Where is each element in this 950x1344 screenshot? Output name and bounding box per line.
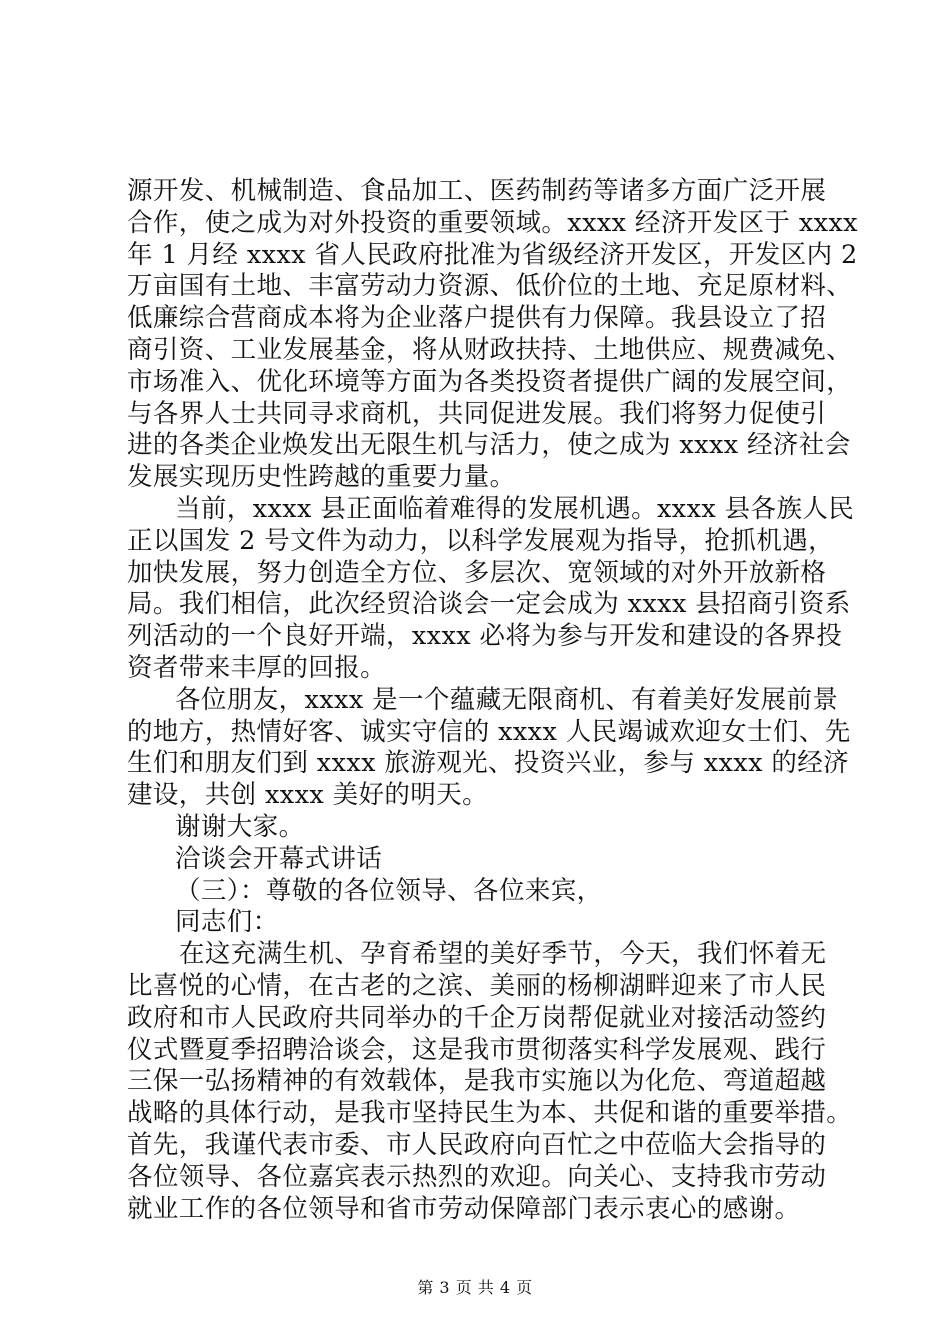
- text-line: 比喜悦的心情，在古老的之滨、美丽的杨柳湖畔迎来了市人民: [127, 970, 827, 1001]
- text-line: 正以国发 2 号文件为动力，以科学发展观为指导，抢抓机遇，: [127, 525, 835, 556]
- paragraph-start-line: 在这充满生机、孕育希望的美好季节，今天，我们怀着无: [179, 939, 827, 970]
- text-line: 年 1 月经 xxxx 省人民政府批准为省级经济开发区，开发区内 2: [127, 239, 858, 270]
- section-title: 洽谈会开幕式讲话: [175, 843, 383, 874]
- text-line: 资者带来丰厚的回报。: [127, 652, 387, 683]
- text-line: 与各界人士共同寻求商机，共同促进发展。我们将努力促使引: [127, 398, 827, 429]
- text-line: 首先，我谨代表市委、市人民政府向百忙之中莅临大会指导的: [127, 1129, 827, 1160]
- salutation-line: 同志们：: [175, 907, 279, 938]
- paragraph-start-line: 当前，xxxx 县正面临着难得的发展机遇。xxxx 县各族人民: [175, 493, 855, 524]
- text-line: 三保一弘扬精神的有效载体，是我市实施以为化危、弯道超越: [127, 1066, 827, 1097]
- text-line: 列活动的一个良好开端，xxxx 必将为参与开发和建设的各界投: [127, 621, 843, 652]
- text-line: 低廉综合营商成本将为企业落户提供有力保障。我县设立了招: [127, 303, 827, 334]
- text-line: 战略的具体行动，是我市坚持民生为本、共促和谐的重要举措。: [127, 1098, 853, 1129]
- text-line: 政府和市人民政府共同举办的千企万岗帮促就业对接活动签约: [127, 1002, 827, 1033]
- text-line: 建设，共创 xxxx 美好的明天。: [127, 780, 489, 811]
- text-line: 各位领导、各位嘉宾表示热烈的欢迎。向关心、支持我市劳动: [127, 1161, 827, 1192]
- text-line: 就业工作的各位领导和省市劳动保障部门表示衷心的感谢。: [127, 1193, 801, 1224]
- text-line: 合作，使之成为对外投资的重要领域。xxxx 经济开发区于 xxxx: [127, 207, 858, 238]
- text-line: 源开发、机械制造、食品加工、医药制药等诸多方面广泛开展: [127, 176, 827, 206]
- text-line: 商引资、工业发展基金，将从财政扶持、土地供应、规费减免、: [127, 334, 853, 365]
- text-line: 加快发展，努力创造全方位、多层次、宽领域的对外开放新格: [127, 557, 827, 588]
- text-line: 生们和朋友们到 xxxx 旅游观光、投资兴业，参与 xxxx 的经济: [127, 748, 850, 779]
- text-line: 进的各类企业焕发出无限生机与活力，使之成为 xxxx 经济社会: [127, 430, 851, 461]
- salutation-line: （三）：尊敬的各位领导、各位来宾，: [175, 875, 603, 906]
- text-line: 仪式暨夏季招聘洽谈会，这是我市贯彻落实科学发展观、践行: [127, 1034, 827, 1065]
- text-line: 的地方，热情好客、诚实守信的 xxxx 人民竭诚欢迎女士们、先: [127, 716, 851, 747]
- text-line: 局。我们相信，此次经贸洽谈会一定会成为 xxxx 县招商引资系: [127, 589, 851, 620]
- text-line: 发展实现历史性跨越的重要力量。: [127, 462, 516, 493]
- text-line: 万亩国有土地、丰富劳动力资源、低价位的土地、充足原材料、: [127, 271, 853, 302]
- document-body: [127, 176, 858, 1225]
- closing-line: 谢谢大家。: [175, 811, 305, 842]
- paragraph-start-line: 各位朋友，xxxx 是一个蕴藏无限商机、有着美好发展前景: [175, 684, 839, 715]
- text-line: 市场准入、优化环境等方面为各类投资者提供广阔的发展空间，: [127, 366, 853, 397]
- page-number-footer: 第 3 页 共 4 页: [417, 1278, 533, 1297]
